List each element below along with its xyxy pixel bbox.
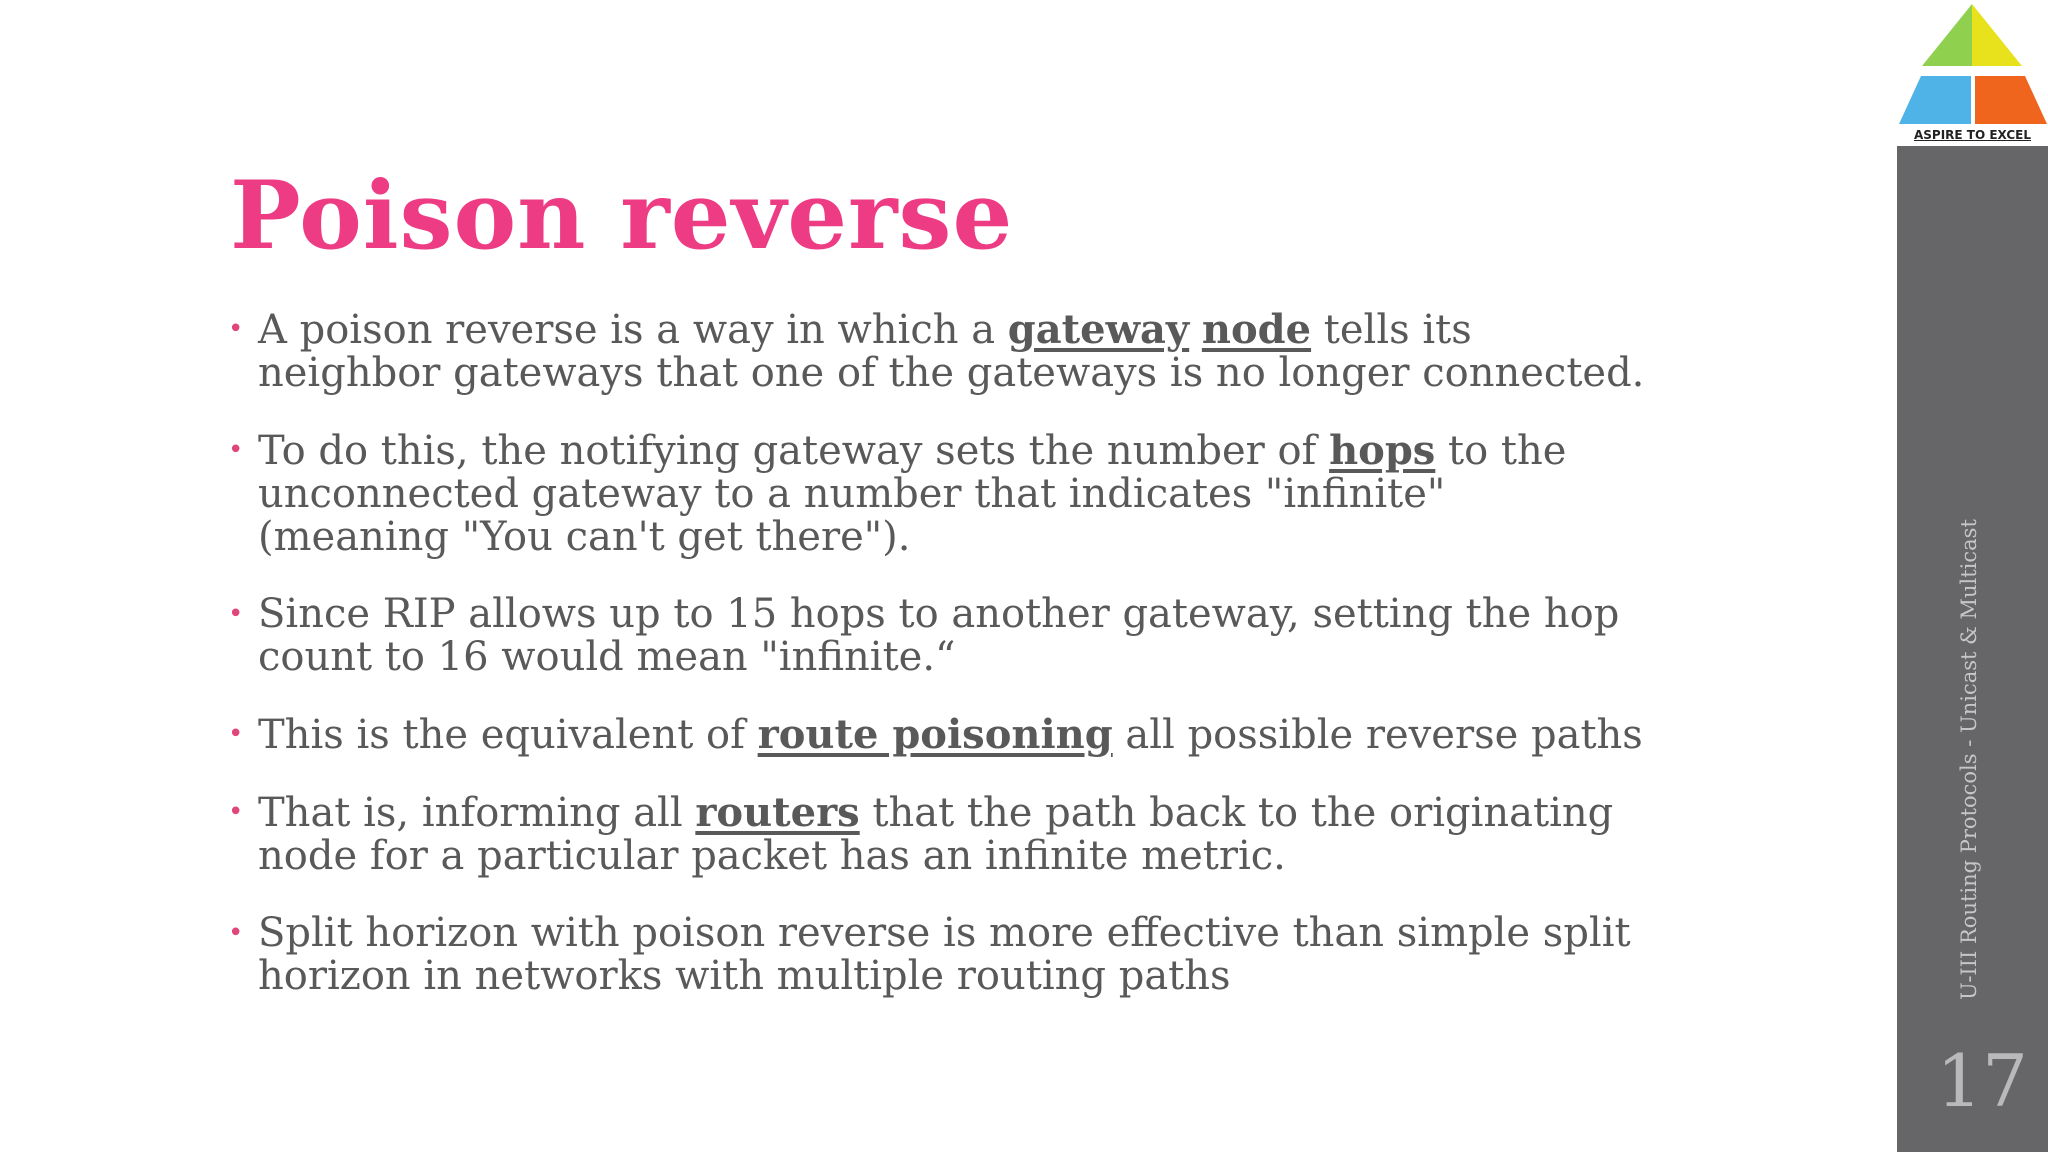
bullet-item — [228, 791, 1648, 878]
bullet-text: This is the equivalent of — [258, 712, 758, 758]
bullet-item — [228, 308, 1648, 395]
slide-number: 17 — [1936, 1039, 2028, 1123]
logo-top-left — [1922, 4, 1972, 66]
bullet-text: That is, informing all — [258, 790, 696, 836]
keyword-link[interactable]: hops — [1329, 427, 1436, 474]
keyword-link[interactable]: node — [1201, 306, 1312, 353]
bullet-item — [228, 912, 1648, 998]
bullet-item — [228, 429, 1648, 559]
logo-bottom-right — [1975, 76, 2047, 124]
bullet-text: to the unconnected gateway to a number that indicates "infinite" (meaning "You can't get there"). — [258, 428, 1567, 560]
logo-top-right — [1972, 4, 2022, 66]
sidebar — [1897, 0, 2048, 1152]
bullet-text: that the path back to the originating node for a particular packet has an infinite metric. — [258, 790, 1614, 879]
logo — [1897, 0, 2048, 146]
bullet-list — [228, 308, 1648, 1032]
logo-bottom-left — [1899, 76, 1971, 124]
bullet-text: Split horizon with poison reverse is more effective than simple split horizon in networks with multiple routing paths — [258, 910, 1631, 999]
logo-pyramid-icon — [1897, 0, 2048, 128]
keyword-link[interactable]: routers — [695, 789, 860, 836]
keyword-link[interactable]: route poisoning — [757, 711, 1113, 758]
bullet-text: A poison reverse is a way in which a — [258, 307, 1008, 353]
bullet-text: all possible reverse paths — [1112, 712, 1643, 758]
keyword-link[interactable]: gateway — [1007, 306, 1190, 353]
logo-caption: ASPIRE TO EXCEL — [1913, 128, 2032, 142]
slide-title: Poison reverse — [230, 161, 1014, 271]
bullet-text: To do this, the notifying gateway sets the number of — [258, 428, 1330, 474]
bullet-text: Since RIP allows up to 15 hops to another gateway, setting the hop count to 16 would mean "infinite.“ — [258, 591, 1620, 680]
bullet-item — [228, 713, 1648, 757]
bullet-text: tells its neighbor gateways that one of the gateways is no longer connected. — [258, 307, 1645, 396]
bullet-item — [228, 593, 1648, 679]
bullet-text — [1189, 307, 1202, 353]
footer-text: U-III Routing Protocols - Unicast & Multicast — [1957, 519, 1981, 1000]
